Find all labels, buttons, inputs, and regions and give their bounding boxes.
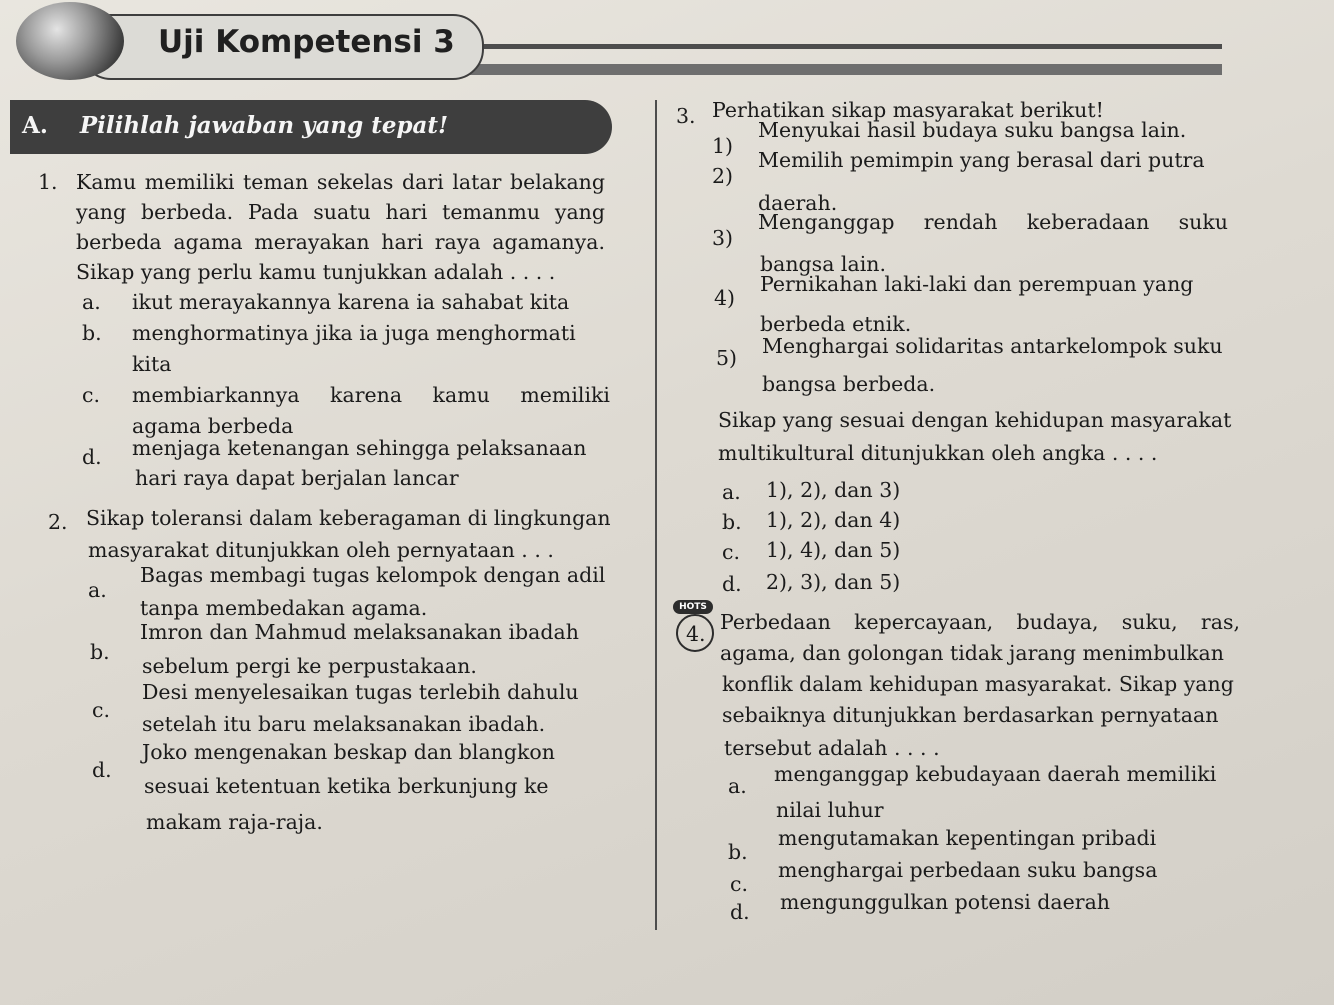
option-text: Imron dan Mahmud melaksanakan ibadah [140,620,579,644]
question-number: 3. [676,104,696,128]
question-text-line: Sikap toleransi dalam keberagaman di lingkungan [86,506,611,530]
option-letter: a. [728,774,747,798]
option-letter: d. [92,758,112,782]
statement-number: 5) [716,346,738,370]
statement-text: bangsa lain. [760,252,886,276]
option-letter: c. [82,383,100,407]
option-text: 1), 2), dan 4) [766,508,901,532]
option-letter: b. [82,321,102,345]
question-text-line: Sikap yang sesuai dengan kehidupan masyarakat [718,408,1232,432]
question-number: 1. [38,170,58,194]
question-text-line: berbeda agama merayakan hari raya agamanya. [76,230,605,254]
statement-text: berbeda etnik. [760,312,912,336]
statement-text: bangsa berbeda. [762,372,936,396]
statement-number: 4) [714,286,736,310]
option-text: nilai luhur [776,798,884,822]
question-number: 4. [686,622,706,646]
option-text: Bagas membagi tugas kelompok dengan adil [140,563,606,587]
header-rule [470,44,1222,49]
option-text: hari raya dapat berjalan lancar [135,466,459,490]
question-text-line: masyarakat ditunjukkan oleh pernyataan . . . [88,538,554,562]
section-instruction: Pilihlah jawaban yang tepat! [79,112,449,139]
question-number: 2. [48,510,68,534]
section-label: A. [22,112,48,139]
option-text: 2), 3), dan 5) [766,570,901,594]
question-text-line: Sikap yang perlu kamu tunjukkan adalah . . . . [76,260,556,284]
header-rule-shadow [470,64,1222,75]
question-text-line: Kamu memiliki teman sekelas dari latar belakang [76,170,605,194]
question-text-line: agama, dan golongan tidak jarang menimbulkan [720,641,1224,665]
option-text: membiarkannya karena kamu memiliki [132,383,610,407]
option-text: menghargai perbedaan suku bangsa [778,858,1158,882]
hots-badge: HOTS [673,600,713,614]
sphere-icon [16,2,124,80]
option-text: makam raja-raja. [146,810,323,834]
statement-text: Pernikahan laki-laki dan perempuan yang [760,272,1194,296]
question-text-line: Perbedaan kepercayaan, budaya, suku, ras, [720,610,1240,634]
option-text: menganggap kebudayaan daerah memiliki [774,762,1217,786]
option-letter: d. [82,445,102,469]
page-title: Uji Kompetensi 3 [158,24,455,60]
option-text: ikut merayakannya karena ia sahabat kita [132,290,570,314]
statement-number: 3) [712,226,734,250]
option-text: mengunggulkan potensi daerah [780,890,1111,914]
option-letter: b. [728,840,748,864]
option-text: mengutamakan kepentingan pribadi [778,826,1157,850]
option-letter: b. [722,510,742,534]
option-text: agama berbeda [132,414,294,438]
option-text: 1), 4), dan 5) [766,538,901,562]
statement-text: Menganggap rendah keberadaan suku [758,210,1228,234]
option-text: kita [132,352,172,376]
question-intro: Perhatikan sikap masyarakat berikut! [712,98,1104,122]
option-letter: c. [730,872,748,896]
option-letter: d. [730,900,750,924]
question-text-line: sebaiknya ditunjukkan berdasarkan pernyataan [722,703,1219,727]
option-text: Desi menyelesaikan tugas terlebih dahulu [142,680,579,704]
option-text: sesuai ketentuan ketika berkunjung ke [144,774,549,798]
question-text-line: yang berbeda. Pada suatu hari temanmu yang [76,200,605,224]
option-letter: c. [722,540,740,564]
option-text: Joko mengenakan beskap dan blangkon [142,740,555,764]
option-text: setelah itu baru melaksanakan ibadah. [142,712,546,736]
header-banner [0,0,1334,100]
statement-number: 1) [712,134,734,158]
option-text: sebelum pergi ke perpustakaan. [142,654,477,678]
statement-text: Menghargai solidaritas antarkelompok suku [762,334,1223,358]
question-text-line: multikultural ditunjukkan oleh angka . . . . [718,441,1158,465]
section-a-heading [22,112,448,139]
option-letter: a. [88,578,107,602]
option-letter: d. [722,572,742,596]
question-text-line: tersebut adalah . . . . [724,736,940,760]
option-letter: a. [722,480,741,504]
statement-text: Menyukai hasil budaya suku bangsa lain. [758,118,1187,142]
option-text: menghormatinya jika ia juga menghormati [132,321,576,345]
question-text-line: konflik dalam kehidupan masyarakat. Sikap yang [722,672,1234,696]
column-divider [655,100,657,930]
option-text: 1), 2), dan 3) [766,478,901,502]
option-letter: a. [82,290,101,314]
option-letter: c. [92,698,110,722]
option-text: menjaga ketenangan sehingga pelaksanaan [132,436,587,460]
statement-number: 2) [712,164,734,188]
statement-text: Memilih pemimpin yang berasal dari putra [758,148,1205,172]
option-text: tanpa membedakan agama. [140,596,428,620]
statement-text: daerah. [758,191,838,215]
option-letter: b. [90,640,110,664]
